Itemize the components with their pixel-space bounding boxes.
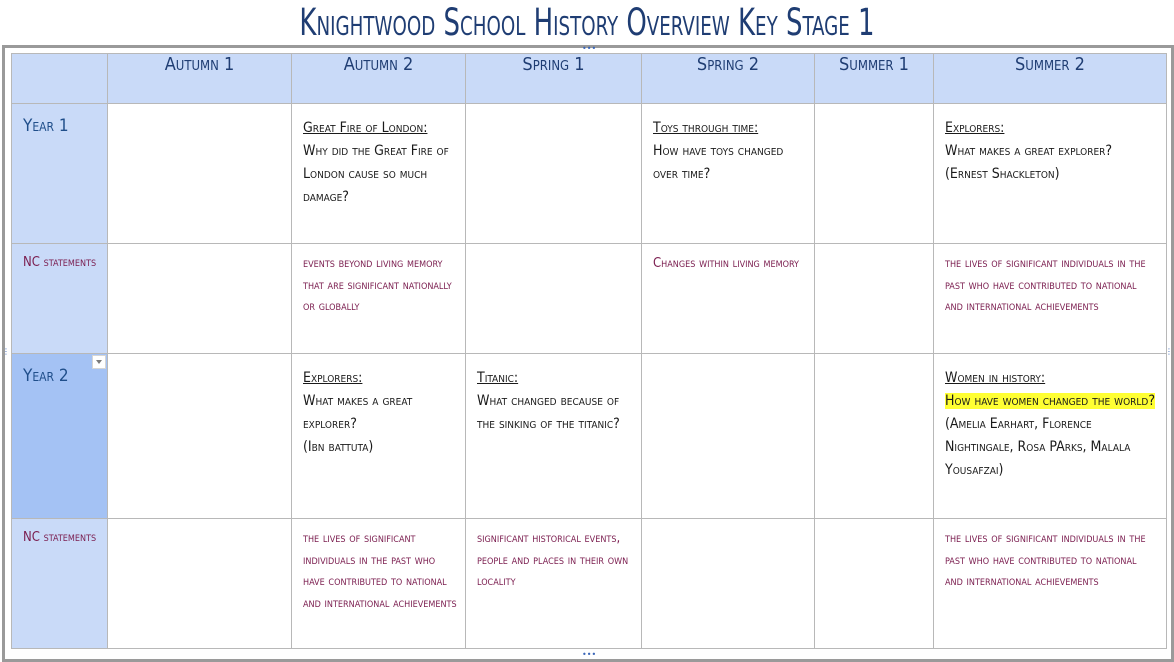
nc-statements-label: NC statements (23, 255, 97, 270)
nc-statement: events beyond living memory that are significant nationally or globally (303, 256, 452, 314)
enquiry-question: How have toys changed over time? (653, 143, 784, 182)
nc2-autumn2-cell[interactable] (292, 519, 466, 649)
year-2-row (12, 354, 1167, 519)
header-autumn-2[interactable]: Autumn 2 (292, 54, 466, 104)
y2-autumn1-cell[interactable] (108, 354, 292, 519)
history-overview-table (11, 53, 1173, 649)
y1-summer1-cell[interactable] (815, 104, 934, 244)
nc-statements-row-1 (12, 244, 1167, 354)
y1-spring1-cell[interactable] (466, 104, 642, 244)
nc-1-label-cell[interactable] (12, 244, 108, 354)
nc1-spring1-cell[interactable] (466, 244, 642, 354)
y2-summer1-cell[interactable] (815, 354, 934, 519)
example-figures: (Amelia Earhart, Florence Nightingale, Rosa PArks, Malala Yousafzai) (945, 416, 1131, 478)
year-1-label: Year 1 (23, 116, 69, 136)
topic-title: Explorers: (303, 370, 363, 386)
year-1-row (12, 104, 1167, 244)
header-spring-2[interactable]: Spring 2 (642, 54, 815, 104)
header-row (12, 54, 1167, 104)
topic-title: Titanic: (477, 370, 519, 386)
nc-statement: the lives of significant individuals in the past who have contributed to national and international achievements (945, 256, 1146, 314)
example-figures: (Ibn battuta) (303, 439, 374, 455)
right-resize-handle[interactable]: ⋮ (1165, 347, 1173, 356)
enquiry-question: What makes a great explorer? (303, 393, 413, 432)
topic-title: Explorers: (945, 120, 1005, 136)
y2-autumn2-cell[interactable] (292, 354, 466, 519)
nc-statement: the lives of significant individuals in the past who have contributed to national and international achievements (945, 531, 1146, 589)
topic-title: Toys through time: (653, 120, 759, 136)
y2-spring1-cell[interactable] (466, 354, 642, 519)
year-2-label-cell[interactable] (12, 354, 108, 519)
nc-statement: Changes within living memory (653, 256, 799, 271)
nc2-spring2-cell[interactable] (642, 519, 815, 649)
nc1-summer1-cell[interactable] (815, 244, 934, 354)
page-title: Knightwood School History Overview Key Stage 1 (299, 1, 875, 44)
enquiry-question: What changed because of the sinking of the titanic? (477, 393, 620, 432)
year-2-label: Year 2 (23, 366, 69, 386)
nc-statements-row-2 (12, 519, 1167, 649)
table-frame[interactable] (2, 45, 1174, 662)
header-autumn-1[interactable]: Autumn 1 (108, 54, 292, 104)
header-summer-2[interactable]: Summer 2 (934, 54, 1167, 104)
topic-title: Great Fire of London: (303, 120, 428, 136)
y1-spring2-cell[interactable] (642, 104, 815, 244)
bottom-resize-handle[interactable]: ••• (582, 650, 597, 659)
corner-cell[interactable] (12, 54, 108, 104)
cell-dropdown-icon[interactable] (92, 355, 106, 369)
enquiry-question: Why did the Great Fire of London cause so much damage? (303, 143, 449, 205)
nc1-summer2-cell[interactable] (934, 244, 1173, 356)
nc1-autumn2-cell[interactable] (292, 244, 466, 354)
nc1-autumn1-cell[interactable] (108, 244, 292, 354)
y2-spring2-cell[interactable] (642, 354, 815, 519)
nc-statement: significant historical events, people and places in their own locality (477, 531, 629, 589)
left-resize-handle[interactable]: ⋮ (2, 347, 10, 356)
year-1-label-cell[interactable] (12, 104, 108, 244)
y1-autumn1-cell[interactable] (108, 104, 292, 244)
nc-statement: the lives of significant individuals in the past who have contributed to national and international achievements (303, 531, 457, 611)
nc2-spring1-cell[interactable] (466, 519, 642, 649)
nc-statements-label: NC statements (23, 530, 97, 545)
nc2-summer1-cell[interactable] (815, 519, 934, 649)
top-resize-handle[interactable]: ••• (582, 44, 597, 53)
highlighted-question: How have women changed the world? (945, 393, 1156, 409)
header-spring-1[interactable]: Spring 1 (466, 54, 642, 104)
nc1-spring2-cell[interactable] (642, 244, 815, 354)
y1-summer2-cell[interactable] (934, 104, 1167, 244)
nc2-summer2-cell[interactable] (934, 519, 1167, 649)
y1-autumn2-cell[interactable] (292, 104, 466, 244)
nc-2-label-cell[interactable] (12, 519, 108, 649)
nc2-autumn1-cell[interactable] (108, 519, 292, 649)
y2-summer2-cell[interactable] (934, 354, 1167, 519)
topic-title: Women in history: (945, 370, 1046, 386)
example-figures: (Ernest Shackleton) (945, 166, 1060, 182)
enquiry-question: What makes a great explorer? (945, 143, 1113, 159)
header-summer-1[interactable]: Summer 1 (815, 54, 934, 104)
